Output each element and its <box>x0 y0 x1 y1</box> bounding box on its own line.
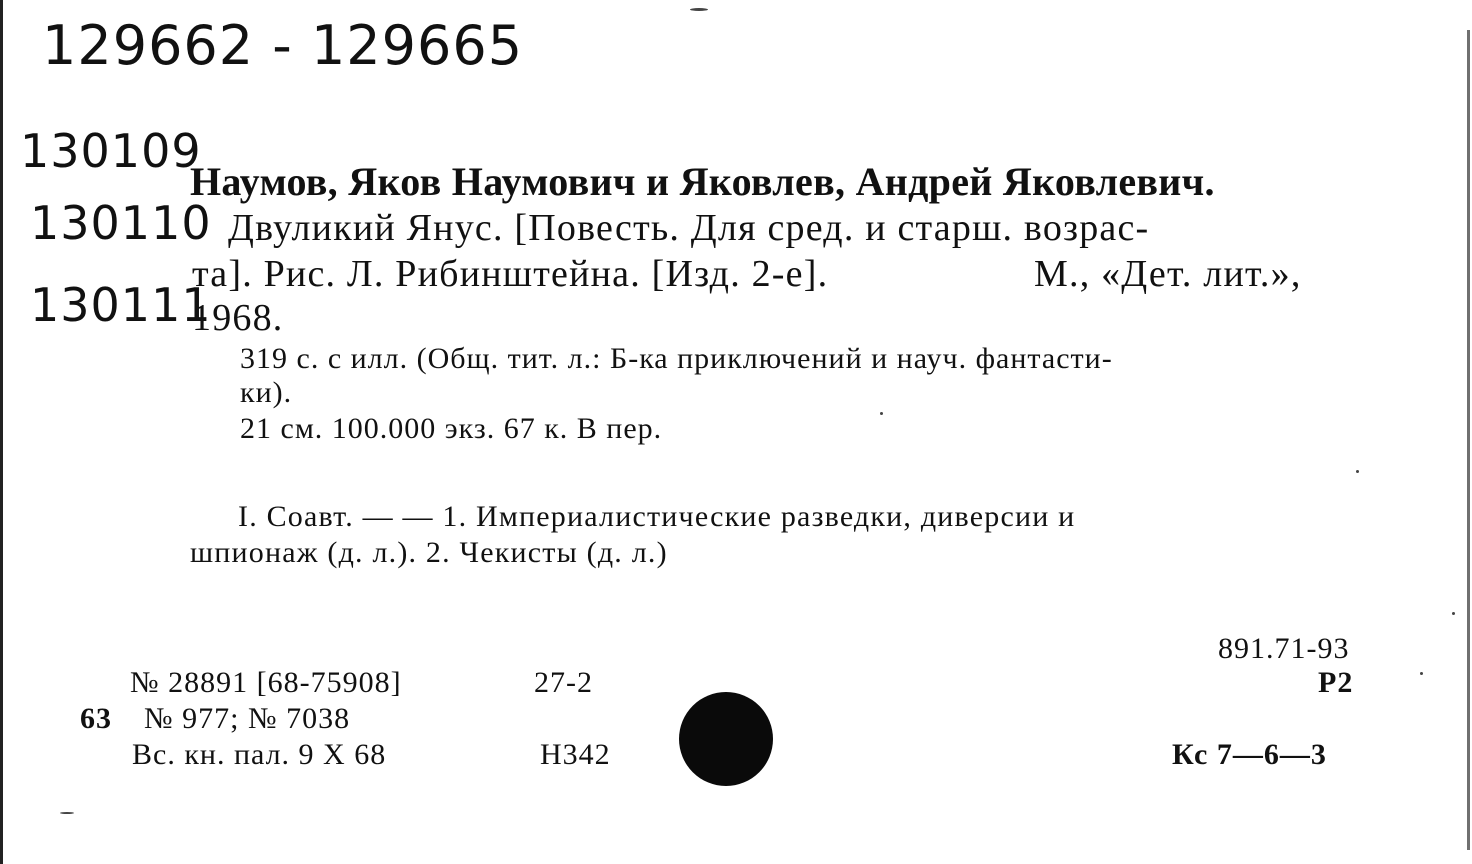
tracing-line-2: шпионаж (д. л.). 2. Чекисты (д. л.) <box>190 536 668 569</box>
physical-line-1: 319 с. с илл. (Общ. тит. л.: Б-ка приключений и науч. фантасти- <box>240 342 1113 375</box>
handwritten-number-3: 130111 <box>30 278 212 332</box>
print-speck <box>60 812 74 814</box>
physical-line-2: ки). <box>240 376 293 409</box>
classification-number: 891.71-93 <box>1218 632 1350 665</box>
order-code: Н342 <box>540 738 611 771</box>
author-mark: Р2 <box>1318 666 1354 699</box>
title-line-2: та]. Рис. Л. Рибинштейна. [Изд. 2-е]. <box>192 253 829 295</box>
physical-line-3: 21 см. 100.000 экз. 67 к. В пер. <box>240 412 663 445</box>
card-left-edge <box>0 0 3 864</box>
title-line-1: Двуликий Янус. [Повесть. Для сред. и старш. возрас- <box>228 207 1150 249</box>
tracing-line-1: I. Соавт. — — 1. Империалистические разведки, диверсии и <box>238 500 1076 533</box>
handwritten-number-2: 130110 <box>30 196 212 250</box>
print-speck <box>690 8 708 11</box>
reference-numbers: № 977; № 7038 <box>144 702 351 735</box>
prefix-number: 63 <box>80 702 112 735</box>
title-line-3: 1968. <box>192 297 284 339</box>
author-heading: Наумов, Яков Наумович и Яковлев, Андрей Яковлевич. <box>190 159 1215 204</box>
print-speck <box>1420 672 1423 675</box>
print-speck <box>880 412 883 415</box>
control-number: Кс 7—6—3 <box>1172 738 1327 771</box>
punch-hole <box>679 692 773 786</box>
publisher: М., «Дет. лит.», <box>1034 253 1302 295</box>
handwritten-inventory-range: 129662 - 129665 <box>42 14 524 77</box>
print-speck <box>1356 470 1359 473</box>
record-number: № 28891 [68-75908] <box>130 666 402 699</box>
card-right-edge <box>1467 30 1470 850</box>
handwritten-number-1: 130109 <box>20 124 202 178</box>
book-chamber-line: Вс. кн. пал. 9 X 68 <box>132 738 387 771</box>
record-code: 27-2 <box>534 666 593 699</box>
print-speck <box>1452 612 1455 615</box>
